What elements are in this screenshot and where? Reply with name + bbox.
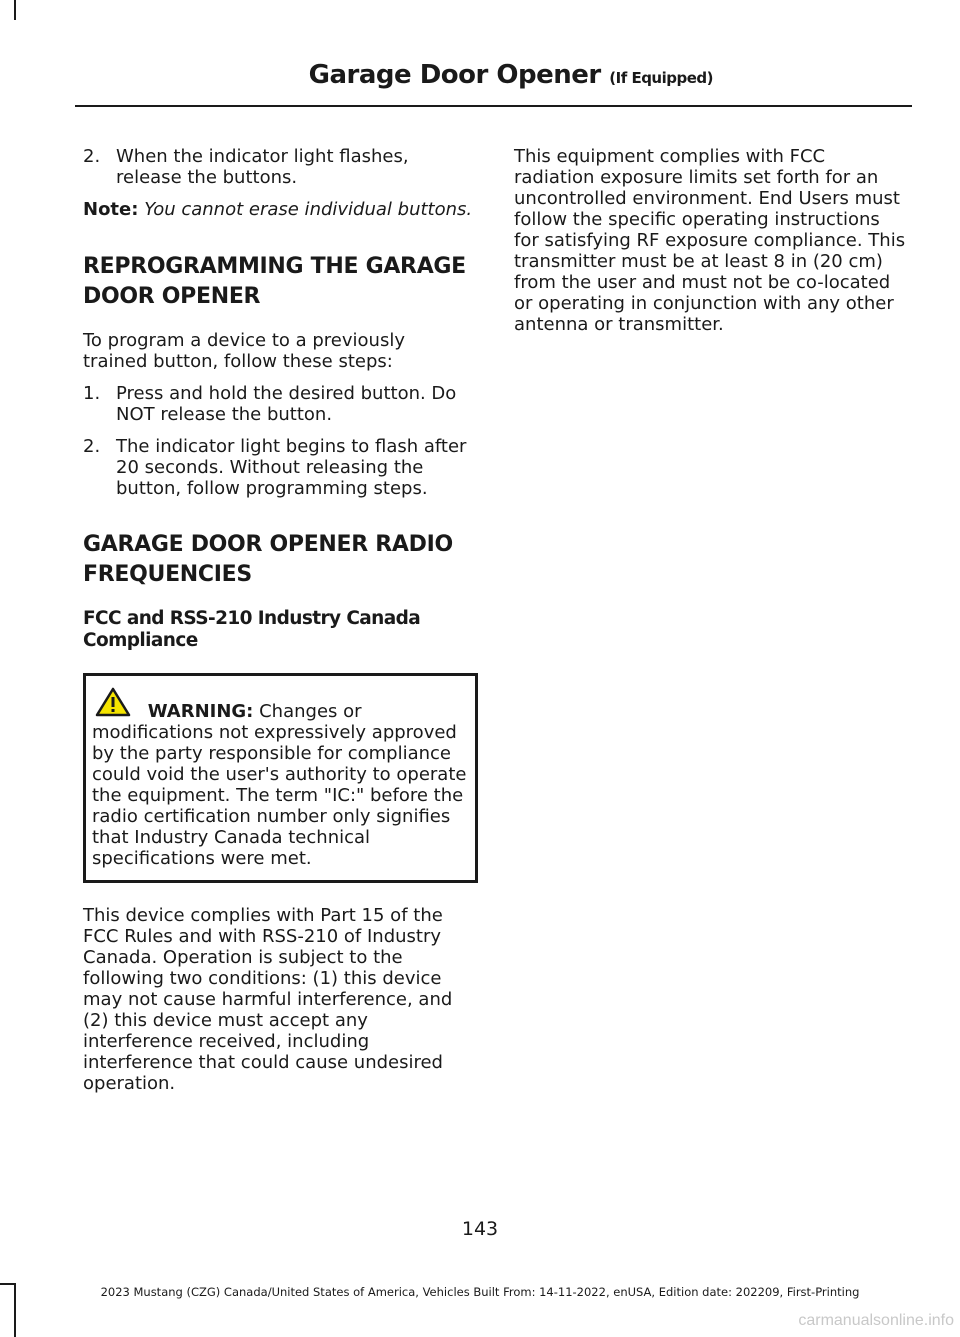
reprogram-step xyxy=(83,383,475,425)
crop-mark-top-left xyxy=(14,0,16,20)
radio-frequencies-heading: GARAGE DOOR OPENER RADIO FREQUENCIES xyxy=(83,532,453,587)
note-text: You cannot erase individual buttons. xyxy=(144,199,473,220)
compliance-text: This device complies with Part 15 of the FCC Rules and with RSS-210 of Industry Canada. Operation is subject to the following two conditions: (1) this device may not cause harmful interference, and (2) this device must accept any interference received, including interference that could cause undesired operation. xyxy=(83,905,453,1094)
warning-label: WARNING: xyxy=(147,701,254,722)
step-text: The indicator light begins to flash after 20 seconds. Without releasing the button, follow programming steps. xyxy=(116,436,467,499)
warning-triangle-icon xyxy=(95,687,131,717)
step-number: 2. xyxy=(83,436,101,457)
header-subtitle: (If Equipped) xyxy=(609,69,713,87)
exposure-text: This equipment complies with FCC radiation exposure limits set forth for an uncontrolled environment. End Users must follow the specific operating instructions for satisfying RF exposure compliance. This transmitter must be at least 8 in (20 cm) from the user and must not be co-located or operating in conjunction with any other antenna or transmitter. xyxy=(514,146,906,335)
step-text: When the indicator light flashes, release the buttons. xyxy=(116,146,409,188)
step-text: Press and hold the desired button. Do NOT release the button. xyxy=(116,383,457,425)
note xyxy=(83,199,475,220)
page-header xyxy=(309,60,713,90)
header-divider xyxy=(75,105,912,107)
warning-box xyxy=(83,673,478,883)
footer-edition: 2023 Mustang (CZG) Canada/United States of America, Vehicles Built From: 14-11-2022, enUSA, Edition date: 202209, First-Printing xyxy=(100,1285,860,1299)
note-label: Note: xyxy=(83,199,139,220)
erase-step xyxy=(83,146,475,188)
reprogramming-intro: To program a device to a previously trained button, follow these steps: xyxy=(83,330,405,372)
reprogram-step xyxy=(83,436,475,499)
step-number: 1. xyxy=(83,383,101,404)
step-number: 2. xyxy=(83,146,101,167)
right-column xyxy=(514,146,909,335)
warning-text: Changes or modifications not expressively approved by the party responsible for compliance could void the user's authority to operate the equipment. The term "IC:" before the radio certification number only signifies that Industry Canada technical specifications were met. xyxy=(92,701,467,869)
watermark: carmanualsonline.info xyxy=(798,1312,954,1329)
header-title: Garage Door Opener xyxy=(308,60,601,90)
left-column xyxy=(83,146,475,1094)
page-number: 143 xyxy=(461,1218,499,1240)
reprogramming-heading: REPROGRAMMING THE GARAGE DOOR OPENER xyxy=(83,254,466,309)
compliance-subheading: FCC and RSS-210 Industry Canada Compliance xyxy=(83,608,421,651)
